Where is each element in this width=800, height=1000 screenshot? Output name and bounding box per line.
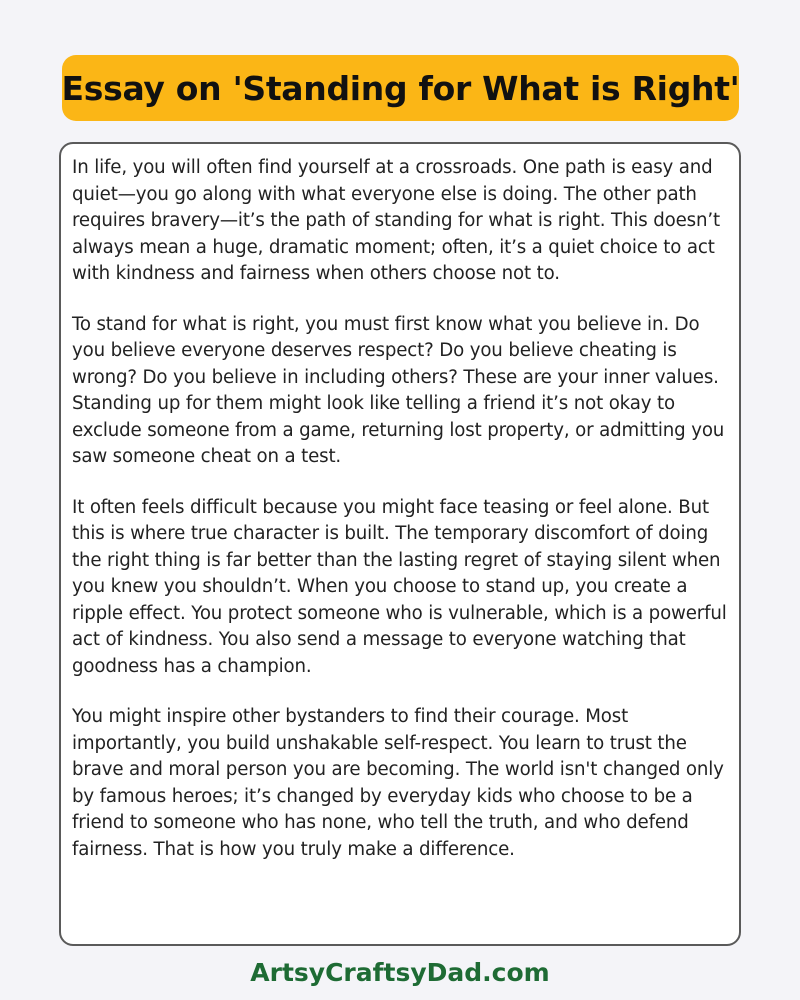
footer-brand: ArtsyCraftsyDad.com [250, 958, 550, 987]
essay-paragraph-1: In life, you will often find yourself at a crossroads. One path is easy and quiet—you go along with what everyone else is doing. The other path requires bravery—it’s the path of standing for what is right. This doesn’t always mean a huge, dramatic moment; often, it’s a quiet choice to act with kindness and fairness when others choose not to. [72, 157, 720, 284]
essay-paragraph-3: It often feels difficult because you might face teasing or feel alone. But this is where true character is built. The temporary discomfort of doing the right thing is far better than the lasting regret of staying silent when you knew you shouldn’t. When you choose to stand up, you create a ripple effect. You protect someone who is vulnerable, which is a powerful act of kindness. You also send a message to everyone watching that goodness has a champion. [72, 496, 727, 677]
essay-title: Essay on 'Standing for What is Right' [61, 68, 740, 108]
title-banner [62, 55, 739, 121]
essay-paragraph-4: You might inspire other bystanders to find their courage. Most importantly, you build unshakable self-respect. You learn to trust the brave and moral person you are becoming. The world isn't changed only by famous heroes; it’s changed by everyday kids who choose to be a friend to someone who has none, who tell the truth, and who defend fairness. That is how you truly make a difference. [72, 706, 724, 860]
essay-body [59, 142, 741, 946]
essay-paragraph-2: To stand for what is right, you must first know what you believe in. Do you believe everyone deserves respect? Do you believe cheating is wrong? Do you believe in including others? These are your inner values. Standing up for them might look like telling a friend it’s not okay to exclude someone from a game, returning lost property, or admitting you saw someone cheat on a test. [72, 313, 725, 467]
